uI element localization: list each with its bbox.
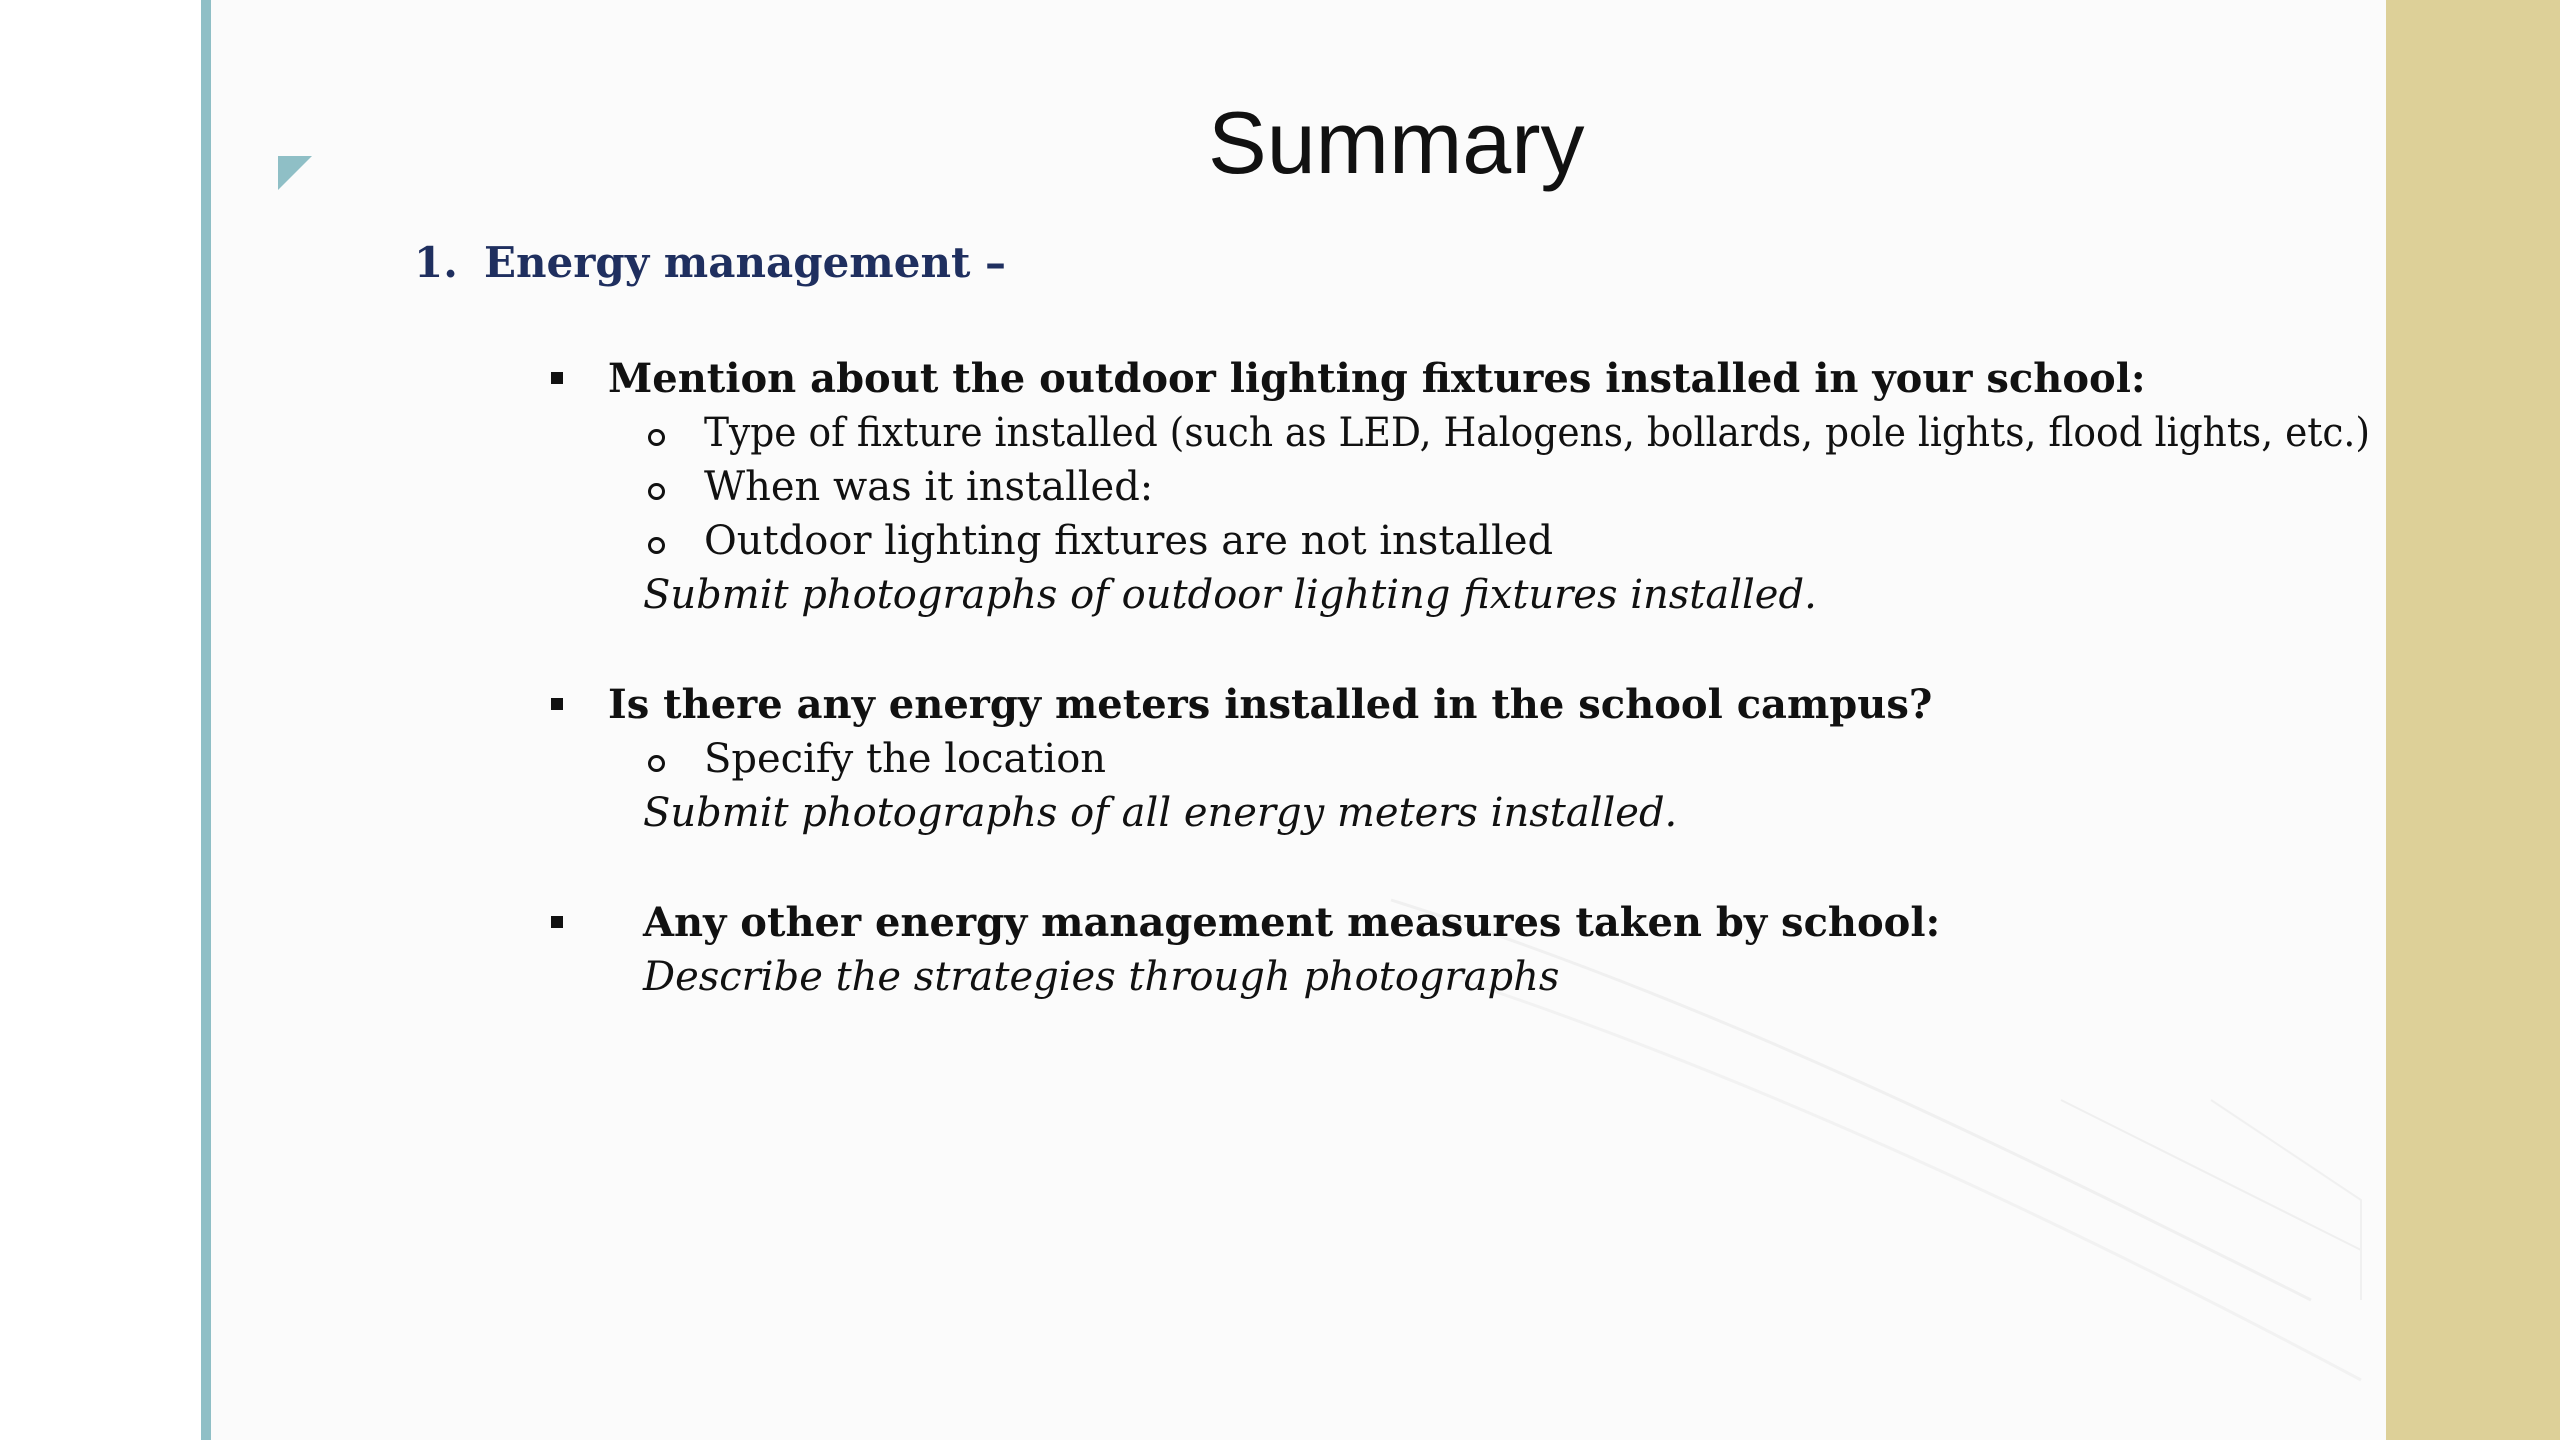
triangle-marker-icon bbox=[278, 156, 312, 190]
question-3: Any other energy management measures taken by school: bbox=[643, 899, 1941, 946]
section-heading bbox=[414, 238, 1006, 287]
circle-bullet-icon bbox=[648, 483, 665, 500]
question-2-option-1: Specify the location bbox=[704, 736, 1107, 782]
question-1-option-3: Outdoor lighting fixtures are not installed bbox=[704, 518, 1554, 564]
circle-bullet-icon bbox=[648, 755, 665, 772]
slide-title: Summary bbox=[1208, 93, 1585, 192]
question-1-option-1: Type of fixture installed (such as LED, Halogens, bollards, pole lights, flood lights, etc.) bbox=[704, 410, 2370, 456]
section-number: 1. bbox=[414, 238, 458, 287]
question-3-note: Describe the strategies through photographs bbox=[643, 954, 1560, 1000]
question-1-option-2: When was it installed: bbox=[704, 464, 1154, 510]
circle-bullet-icon bbox=[648, 537, 665, 554]
square-bullet-icon bbox=[551, 372, 563, 384]
section-title: Energy management – bbox=[484, 238, 1007, 287]
question-2: Is there any energy meters installed in the school campus? bbox=[608, 681, 1933, 728]
left-accent-rule bbox=[201, 0, 211, 1440]
circle-bullet-icon bbox=[648, 429, 665, 446]
square-bullet-icon bbox=[551, 916, 563, 928]
square-bullet-icon bbox=[551, 698, 563, 710]
right-accent-band bbox=[2386, 0, 2560, 1440]
question-1-note: Submit photographs of outdoor lighting fixtures installed. bbox=[643, 572, 1817, 618]
question-2-note: Submit photographs of all energy meters installed. bbox=[643, 790, 1678, 836]
question-1: Mention about the outdoor lighting fixtures installed in your school: bbox=[608, 355, 2146, 402]
